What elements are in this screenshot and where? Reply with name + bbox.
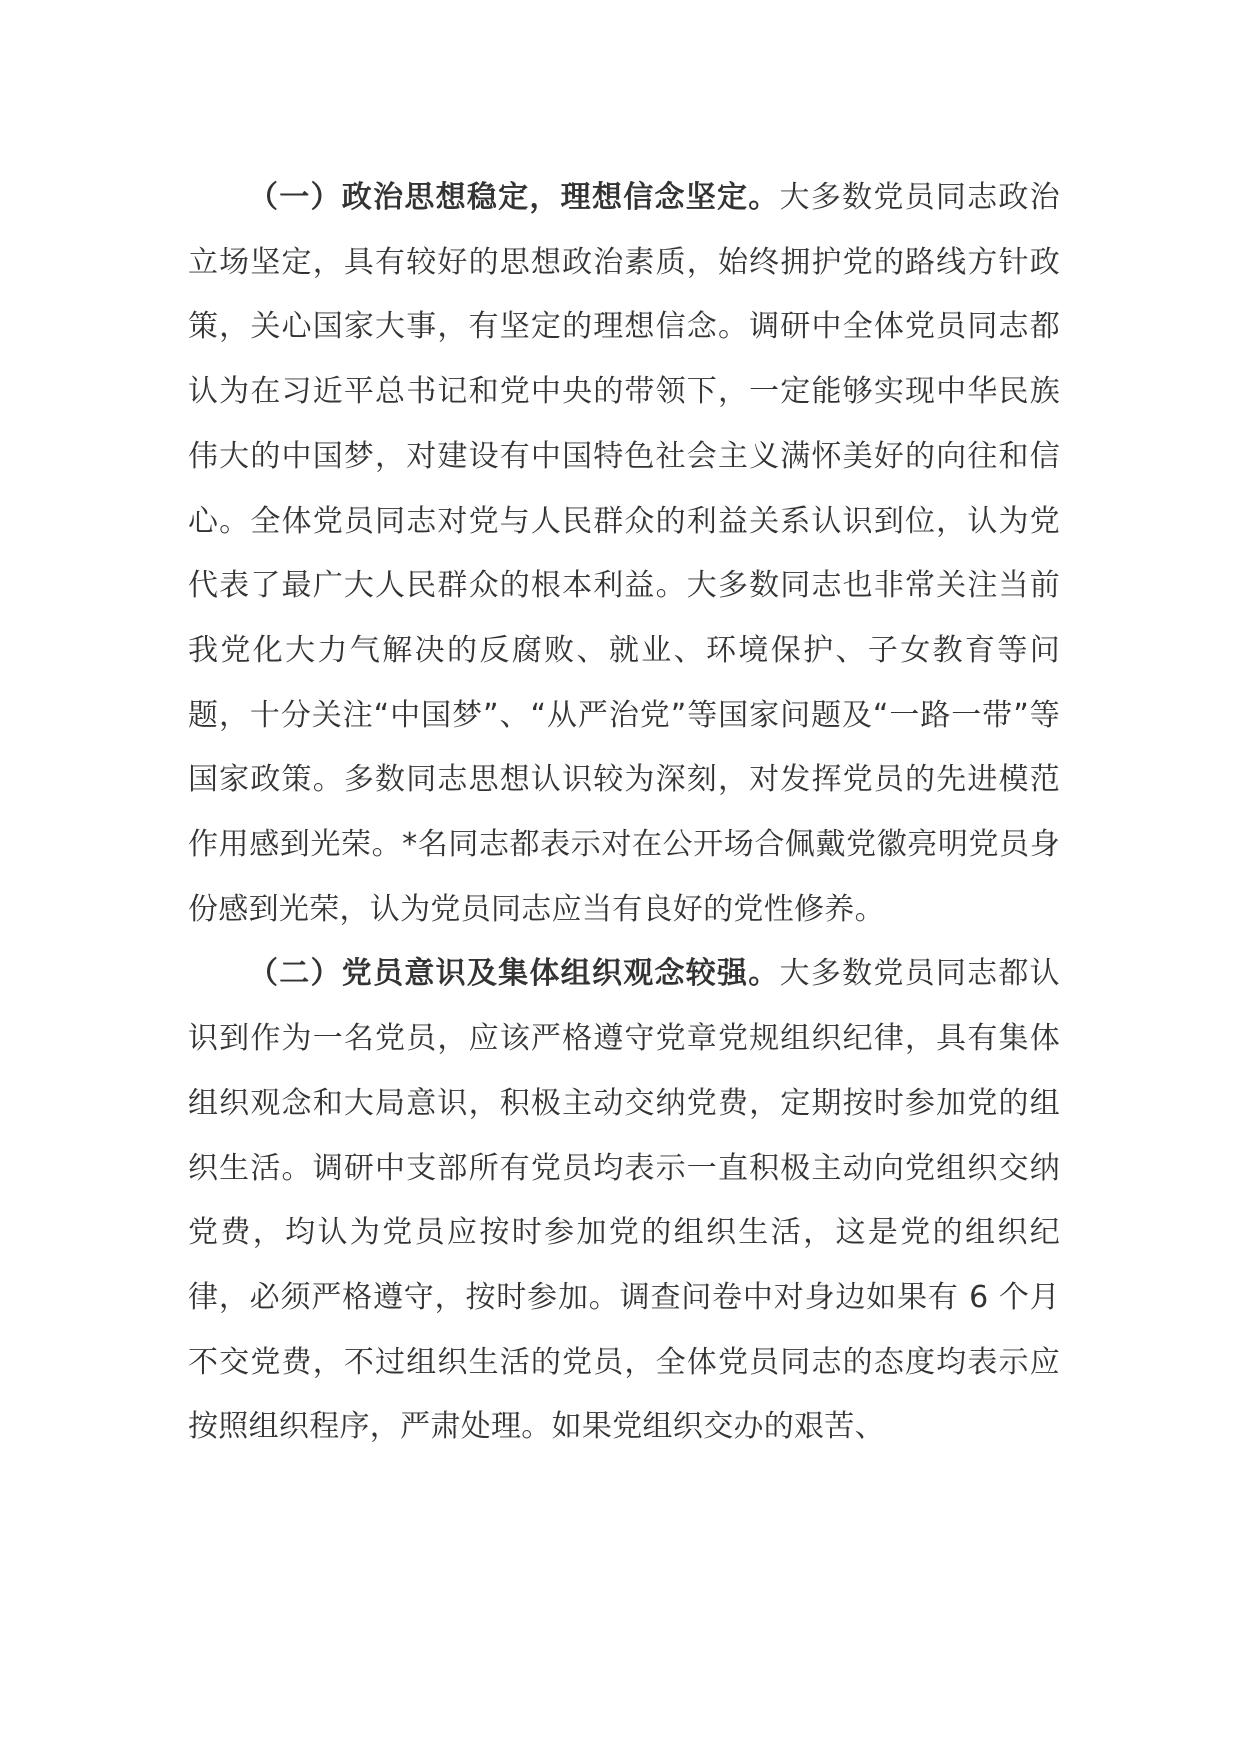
document-body [188,166,1060,1460]
section-body-2: 大多数党员同志都认识到作为一名党员，应该严格遵守党章党规组织纪律，具有集体组织观念和大局意识，积极主动交纳党费，定期按时参加党的组织生活。调研中支部所有党员均表示一直积极主动向党组织交纳党费，均认为党员应按时参加党的组织生活，这是党的组织纪律，必须严格遵守，按时参加。调查问卷中对身边如果有 6 个月不交党费，不过组织生活的党员，全体党员同志的态度均表示应按照组织程序，严肃处理。如果党组织交办的艰苦、 [188,956,1060,1445]
paragraph-political-thought [188,166,1060,942]
section-heading-2: （二）党员意识及集体组织观念较强。 [248,956,780,992]
paragraph-party-awareness [188,942,1060,1460]
section-body-1: 大多数党员同志政治立场坚定，具有较好的思想政治素质，始终拥护党的路线方针政策，关心国家大事，有坚定的理想信念。调研中全体党员同志都认为在习近平总书记和党中央的带领下，一定能够实现中华民族伟大的中国梦，对建设有中国特色社会主义满怀美好的向往和信心。全体党员同志对党与人民群众的利益关系认识到位，认为党代表了最广大人民群众的根本利益。大多数同志也非常关注当前我党化大力气解决的反腐败、就业、环境保护、子女教育等问题，十分关注“中国梦”、“从严治党”等国家问题及“一路一带”等国家政策。多数同志思想认识较为深刻，对发挥党员的先进模范作用感到光荣。*名同志都表示对在公开场合佩戴党徽亮明党员身份感到光荣，认为党员同志应当有良好的党性修养。 [188,180,1060,927]
section-heading-1: （一）政治思想稳定，理想信念坚定。 [248,180,780,215]
